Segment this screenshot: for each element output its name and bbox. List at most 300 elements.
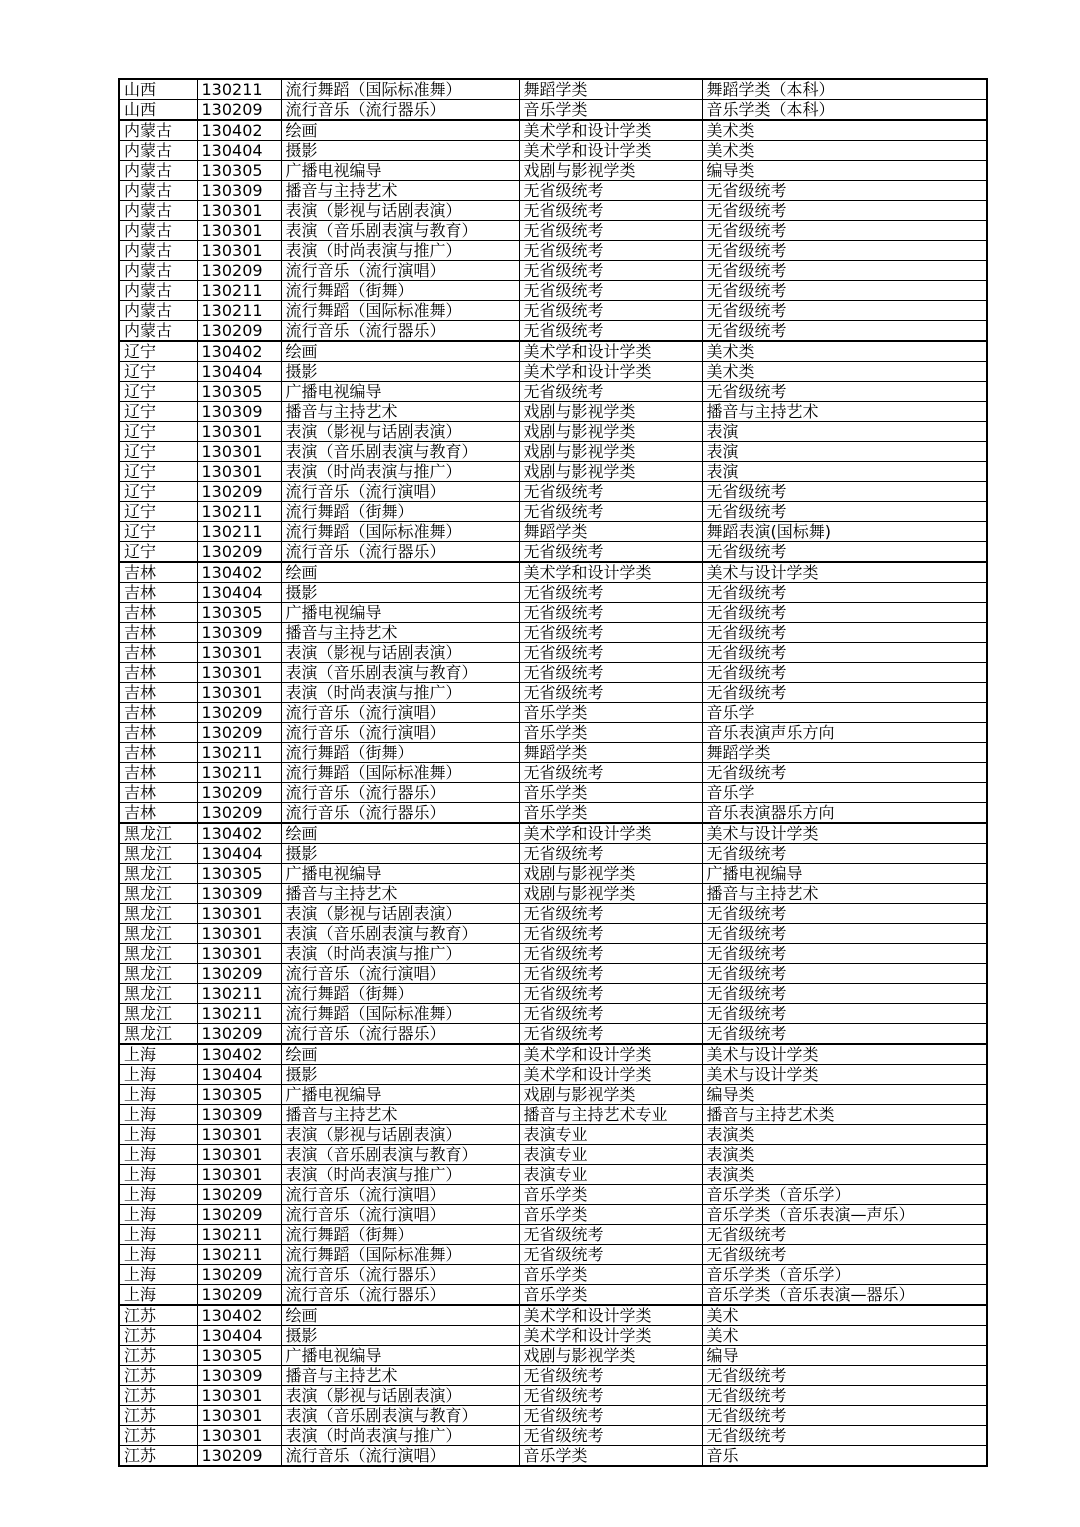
exam-category-cell: 戏剧与影视学类: [519, 1346, 702, 1366]
province-exam-cell: 无省级统考: [702, 643, 987, 663]
province-exam-cell: 无省级统考: [702, 1406, 987, 1426]
table-row: [119, 1366, 987, 1386]
exam-category-cell: 戏剧与影视学类: [519, 884, 702, 904]
table-row: [119, 161, 987, 181]
table-row: [119, 79, 987, 100]
province-cell: 吉林: [119, 723, 197, 743]
major-code-cell: 130305: [197, 864, 281, 884]
major-name-cell: 播音与主持艺术: [281, 402, 519, 422]
province-exam-cell: 编导: [702, 1346, 987, 1366]
major-code-cell: 130211: [197, 1225, 281, 1245]
exam-category-cell: 音乐学类: [519, 703, 702, 723]
major-code-cell: 130301: [197, 643, 281, 663]
table-row: [119, 924, 987, 944]
exam-category-cell: 无省级统考: [519, 924, 702, 944]
table-row: [119, 241, 987, 261]
major-name-cell: 摄影: [281, 362, 519, 382]
province-cell: 内蒙古: [119, 141, 197, 161]
province-cell: 吉林: [119, 803, 197, 824]
major-name-cell: 绘画: [281, 341, 519, 362]
major-name-cell: 播音与主持艺术: [281, 1366, 519, 1386]
major-name-cell: 流行音乐（流行演唱）: [281, 964, 519, 984]
exam-category-cell: 表演专业: [519, 1145, 702, 1165]
province-cell: 黑龙江: [119, 884, 197, 904]
province-exam-cell: 美术与设计学类: [702, 823, 987, 844]
major-name-cell: 广播电视编导: [281, 1346, 519, 1366]
table-row: [119, 583, 987, 603]
major-code-cell: 130402: [197, 120, 281, 141]
major-code-cell: 130301: [197, 1406, 281, 1426]
major-name-cell: 广播电视编导: [281, 382, 519, 402]
province-exam-cell: 无省级统考: [702, 181, 987, 201]
major-code-cell: 130402: [197, 562, 281, 583]
exam-category-cell: 无省级统考: [519, 844, 702, 864]
province-exam-cell: 舞蹈学类（本科）: [702, 79, 987, 100]
major-name-cell: 流行音乐（流行演唱）: [281, 703, 519, 723]
province-exam-cell: 无省级统考: [702, 281, 987, 301]
exam-category-cell: 美术学和设计学类: [519, 141, 702, 161]
province-exam-cell: 无省级统考: [702, 924, 987, 944]
major-name-cell: 广播电视编导: [281, 161, 519, 181]
province-cell: 吉林: [119, 683, 197, 703]
province-exam-cell: 无省级统考: [702, 1366, 987, 1386]
province-exam-cell: 无省级统考: [702, 1245, 987, 1265]
province-exam-cell: 音乐表演器乐方向: [702, 803, 987, 824]
exam-category-cell: 无省级统考: [519, 623, 702, 643]
exam-category-cell: 无省级统考: [519, 984, 702, 1004]
exam-category-cell: 无省级统考: [519, 482, 702, 502]
province-cell: 上海: [119, 1105, 197, 1125]
province-cell: 上海: [119, 1165, 197, 1185]
province-exam-cell: 无省级统考: [702, 984, 987, 1004]
major-code-cell: 130209: [197, 1205, 281, 1225]
major-code-cell: 130301: [197, 442, 281, 462]
province-cell: 江苏: [119, 1406, 197, 1426]
major-code-cell: 130309: [197, 884, 281, 904]
major-code-cell: 130209: [197, 542, 281, 563]
major-name-cell: 流行音乐（流行器乐）: [281, 100, 519, 121]
table-row: [119, 100, 987, 121]
exam-category-cell: 无省级统考: [519, 542, 702, 563]
major-code-cell: 130209: [197, 1185, 281, 1205]
table-row: [119, 1346, 987, 1366]
province-exam-cell: 无省级统考: [702, 1024, 987, 1045]
province-cell: 黑龙江: [119, 1024, 197, 1045]
exam-category-cell: 播音与主持艺术专业: [519, 1105, 702, 1125]
major-name-cell: 表演（音乐剧表演与教育）: [281, 924, 519, 944]
major-code-cell: 130301: [197, 1426, 281, 1446]
major-code-cell: 130211: [197, 984, 281, 1004]
major-code-cell: 130402: [197, 341, 281, 362]
province-exam-cell: 播音与主持艺术: [702, 402, 987, 422]
exam-category-cell: 音乐学类: [519, 1285, 702, 1306]
exam-category-cell: 无省级统考: [519, 1386, 702, 1406]
major-code-cell: 130404: [197, 141, 281, 161]
table-row: [119, 1125, 987, 1145]
province-cell: 吉林: [119, 743, 197, 763]
table-row: [119, 984, 987, 1004]
province-exam-cell: 表演类: [702, 1125, 987, 1145]
province-cell: 江苏: [119, 1366, 197, 1386]
major-name-cell: 表演（影视与话剧表演）: [281, 904, 519, 924]
major-code-cell: 130211: [197, 522, 281, 542]
major-name-cell: 流行音乐（流行演唱）: [281, 1446, 519, 1467]
table-row: [119, 1265, 987, 1285]
major-code-cell: 130209: [197, 783, 281, 803]
major-code-cell: 130309: [197, 181, 281, 201]
province-exam-cell: 美术与设计学类: [702, 1044, 987, 1065]
major-code-cell: 130404: [197, 1065, 281, 1085]
table-row: [119, 462, 987, 482]
table-row: [119, 1185, 987, 1205]
major-name-cell: 摄影: [281, 844, 519, 864]
major-name-cell: 播音与主持艺术: [281, 884, 519, 904]
table-row: [119, 1105, 987, 1125]
exam-category-cell: 音乐学类: [519, 1205, 702, 1225]
exam-category-cell: 无省级统考: [519, 181, 702, 201]
major-name-cell: 摄影: [281, 583, 519, 603]
province-exam-cell: 无省级统考: [702, 321, 987, 342]
province-cell: 辽宁: [119, 341, 197, 362]
province-cell: 黑龙江: [119, 823, 197, 844]
exam-category-cell: 无省级统考: [519, 643, 702, 663]
major-name-cell: 摄影: [281, 1326, 519, 1346]
province-cell: 辽宁: [119, 362, 197, 382]
table-row: [119, 422, 987, 442]
province-exam-cell: 美术: [702, 1305, 987, 1326]
exam-category-cell: 无省级统考: [519, 201, 702, 221]
table-row: [119, 823, 987, 844]
major-code-cell: 130211: [197, 502, 281, 522]
major-code-cell: 130209: [197, 261, 281, 281]
table-row: [119, 402, 987, 422]
major-name-cell: 表演（时尚表演与推广）: [281, 1165, 519, 1185]
province-exam-cell: 无省级统考: [702, 201, 987, 221]
major-name-cell: 表演（影视与话剧表演）: [281, 1125, 519, 1145]
major-code-cell: 130209: [197, 1024, 281, 1045]
province-exam-cell: 无省级统考: [702, 542, 987, 563]
exam-category-cell: 无省级统考: [519, 1426, 702, 1446]
table-row: [119, 321, 987, 342]
province-cell: 黑龙江: [119, 1004, 197, 1024]
major-code-cell: 130301: [197, 201, 281, 221]
table-row: [119, 382, 987, 402]
province-exam-cell: 无省级统考: [702, 301, 987, 321]
exam-category-cell: 舞蹈学类: [519, 522, 702, 542]
major-code-cell: 130211: [197, 301, 281, 321]
major-code-cell: 130301: [197, 241, 281, 261]
province-exam-cell: 舞蹈表演(国标舞): [702, 522, 987, 542]
province-cell: 内蒙古: [119, 221, 197, 241]
major-code-cell: 130301: [197, 462, 281, 482]
table-row: [119, 1245, 987, 1265]
table-row: [119, 261, 987, 281]
province-exam-cell: 无省级统考: [702, 944, 987, 964]
province-cell: 吉林: [119, 643, 197, 663]
exam-category-cell: 无省级统考: [519, 603, 702, 623]
major-name-cell: 表演（音乐剧表演与教育）: [281, 1145, 519, 1165]
major-name-cell: 表演（音乐剧表演与教育）: [281, 221, 519, 241]
major-code-cell: 130301: [197, 1145, 281, 1165]
province-exam-cell: 无省级统考: [702, 1004, 987, 1024]
major-code-cell: 130209: [197, 803, 281, 824]
major-code-cell: 130309: [197, 1105, 281, 1125]
province-exam-cell: 无省级统考: [702, 844, 987, 864]
major-name-cell: 表演（时尚表演与推广）: [281, 241, 519, 261]
major-name-cell: 流行舞蹈（街舞）: [281, 1225, 519, 1245]
province-exam-cell: 无省级统考: [702, 1426, 987, 1446]
province-cell: 辽宁: [119, 382, 197, 402]
province-cell: 江苏: [119, 1446, 197, 1467]
exam-category-cell: 无省级统考: [519, 944, 702, 964]
province-exam-cell: 编导类: [702, 161, 987, 181]
major-name-cell: 流行音乐（流行演唱）: [281, 1205, 519, 1225]
major-code-cell: 130301: [197, 683, 281, 703]
major-code-cell: 130209: [197, 1265, 281, 1285]
major-name-cell: 表演（音乐剧表演与教育）: [281, 442, 519, 462]
province-cell: 辽宁: [119, 462, 197, 482]
major-code-cell: 130211: [197, 1245, 281, 1265]
province-cell: 内蒙古: [119, 201, 197, 221]
major-name-cell: 播音与主持艺术: [281, 623, 519, 643]
province-major-table: [118, 78, 988, 1467]
exam-category-cell: 无省级统考: [519, 964, 702, 984]
major-name-cell: 绘画: [281, 562, 519, 583]
major-name-cell: 绘画: [281, 120, 519, 141]
exam-category-cell: 美术学和设计学类: [519, 1065, 702, 1085]
table-row: [119, 1305, 987, 1326]
province-cell: 吉林: [119, 603, 197, 623]
province-exam-cell: 美术类: [702, 341, 987, 362]
table-row: [119, 141, 987, 161]
exam-category-cell: 表演专业: [519, 1125, 702, 1145]
exam-category-cell: 无省级统考: [519, 221, 702, 241]
province-cell: 内蒙古: [119, 321, 197, 342]
major-name-cell: 流行音乐（流行器乐）: [281, 1285, 519, 1306]
exam-category-cell: 舞蹈学类: [519, 743, 702, 763]
province-cell: 吉林: [119, 663, 197, 683]
province-cell: 吉林: [119, 623, 197, 643]
exam-category-cell: 美术学和设计学类: [519, 341, 702, 362]
province-cell: 黑龙江: [119, 944, 197, 964]
exam-category-cell: 无省级统考: [519, 321, 702, 342]
province-exam-cell: 无省级统考: [702, 261, 987, 281]
province-exam-cell: 美术类: [702, 362, 987, 382]
major-name-cell: 流行舞蹈（国际标准舞）: [281, 1004, 519, 1024]
province-cell: 吉林: [119, 703, 197, 723]
major-name-cell: 流行音乐（流行器乐）: [281, 1265, 519, 1285]
major-name-cell: 摄影: [281, 141, 519, 161]
major-name-cell: 绘画: [281, 1044, 519, 1065]
table-row: [119, 743, 987, 763]
major-code-cell: 130209: [197, 482, 281, 502]
exam-category-cell: 无省级统考: [519, 904, 702, 924]
major-name-cell: 表演（影视与话剧表演）: [281, 201, 519, 221]
major-code-cell: 130209: [197, 1285, 281, 1306]
table-row: [119, 1386, 987, 1406]
province-cell: 江苏: [119, 1326, 197, 1346]
exam-category-cell: 音乐学类: [519, 1185, 702, 1205]
exam-category-cell: 戏剧与影视学类: [519, 462, 702, 482]
province-cell: 上海: [119, 1245, 197, 1265]
major-code-cell: 130209: [197, 703, 281, 723]
major-name-cell: 播音与主持艺术: [281, 1105, 519, 1125]
province-exam-cell: 无省级统考: [702, 763, 987, 783]
major-code-cell: 130309: [197, 623, 281, 643]
province-cell: 吉林: [119, 562, 197, 583]
exam-category-cell: 无省级统考: [519, 1225, 702, 1245]
exam-category-cell: 无省级统考: [519, 1245, 702, 1265]
province-cell: 上海: [119, 1044, 197, 1065]
province-cell: 上海: [119, 1225, 197, 1245]
province-exam-cell: 无省级统考: [702, 663, 987, 683]
exam-category-cell: 音乐学类: [519, 723, 702, 743]
major-name-cell: 流行音乐（流行器乐）: [281, 1024, 519, 1045]
major-name-cell: 流行音乐（流行器乐）: [281, 542, 519, 563]
major-name-cell: 流行舞蹈（街舞）: [281, 743, 519, 763]
table-row: [119, 723, 987, 743]
major-code-cell: 130305: [197, 1085, 281, 1105]
province-exam-cell: 音乐学: [702, 783, 987, 803]
table-row: [119, 1326, 987, 1346]
exam-category-cell: 无省级统考: [519, 1004, 702, 1024]
major-code-cell: 130402: [197, 1044, 281, 1065]
major-name-cell: 表演（音乐剧表演与教育）: [281, 1406, 519, 1426]
table-row: [119, 1065, 987, 1085]
province-exam-cell: 音乐表演声乐方向: [702, 723, 987, 743]
province-cell: 内蒙古: [119, 161, 197, 181]
province-cell: 上海: [119, 1265, 197, 1285]
table-row: [119, 221, 987, 241]
major-name-cell: 广播电视编导: [281, 1085, 519, 1105]
province-exam-cell: 音乐学类（音乐学）: [702, 1185, 987, 1205]
major-code-cell: 130402: [197, 1305, 281, 1326]
major-name-cell: 流行舞蹈（国际标准舞）: [281, 522, 519, 542]
province-exam-cell: 美术类: [702, 120, 987, 141]
major-name-cell: 流行舞蹈（国际标准舞）: [281, 1245, 519, 1265]
province-exam-cell: 表演类: [702, 1145, 987, 1165]
province-exam-cell: 播音与主持艺术: [702, 884, 987, 904]
major-code-cell: 130209: [197, 723, 281, 743]
table-row: [119, 542, 987, 563]
province-cell: 上海: [119, 1145, 197, 1165]
major-name-cell: 表演（影视与话剧表演）: [281, 422, 519, 442]
table-row: [119, 341, 987, 362]
province-cell: 内蒙古: [119, 281, 197, 301]
major-name-cell: 表演（时尚表演与推广）: [281, 683, 519, 703]
province-exam-cell: 美术与设计学类: [702, 562, 987, 583]
exam-category-cell: 美术学和设计学类: [519, 823, 702, 844]
province-exam-cell: 音乐学类（音乐表演—声乐）: [702, 1205, 987, 1225]
major-name-cell: 流行舞蹈（国际标准舞）: [281, 79, 519, 100]
table-row: [119, 904, 987, 924]
table-row: [119, 763, 987, 783]
exam-category-cell: 无省级统考: [519, 583, 702, 603]
province-exam-cell: 美术与设计学类: [702, 1065, 987, 1085]
province-exam-cell: 无省级统考: [702, 1225, 987, 1245]
table-row: [119, 1024, 987, 1045]
table-row: [119, 1044, 987, 1065]
table-row: [119, 1285, 987, 1306]
province-exam-cell: 无省级统考: [702, 603, 987, 623]
table-row: [119, 1225, 987, 1245]
exam-category-cell: 音乐学类: [519, 783, 702, 803]
major-code-cell: 130209: [197, 1446, 281, 1467]
major-code-cell: 130305: [197, 1346, 281, 1366]
table-row: [119, 1426, 987, 1446]
province-exam-cell: 美术类: [702, 141, 987, 161]
major-name-cell: 广播电视编导: [281, 603, 519, 623]
major-code-cell: 130309: [197, 402, 281, 422]
province-cell: 辽宁: [119, 542, 197, 563]
exam-category-cell: 无省级统考: [519, 502, 702, 522]
province-exam-cell: 无省级统考: [702, 683, 987, 703]
major-name-cell: 表演（时尚表演与推广）: [281, 462, 519, 482]
province-cell: 上海: [119, 1085, 197, 1105]
province-exam-cell: 无省级统考: [702, 502, 987, 522]
table-row: [119, 643, 987, 663]
major-name-cell: 播音与主持艺术: [281, 181, 519, 201]
province-cell: 黑龙江: [119, 904, 197, 924]
exam-category-cell: 戏剧与影视学类: [519, 422, 702, 442]
major-code-cell: 130404: [197, 1326, 281, 1346]
province-cell: 上海: [119, 1185, 197, 1205]
major-code-cell: 130301: [197, 221, 281, 241]
exam-category-cell: 美术学和设计学类: [519, 1326, 702, 1346]
major-name-cell: 流行音乐（流行器乐）: [281, 321, 519, 342]
major-code-cell: 130309: [197, 1366, 281, 1386]
exam-category-cell: 无省级统考: [519, 241, 702, 261]
province-cell: 辽宁: [119, 522, 197, 542]
major-name-cell: 流行音乐（流行演唱）: [281, 723, 519, 743]
province-cell: 内蒙古: [119, 181, 197, 201]
major-name-cell: 流行音乐（流行器乐）: [281, 803, 519, 824]
province-exam-cell: 无省级统考: [702, 221, 987, 241]
province-cell: 山西: [119, 100, 197, 121]
major-name-cell: 流行音乐（流行演唱）: [281, 1185, 519, 1205]
exam-category-cell: 表演专业: [519, 1165, 702, 1185]
province-exam-cell: 广播电视编导: [702, 864, 987, 884]
table-row: [119, 181, 987, 201]
major-code-cell: 130404: [197, 362, 281, 382]
province-cell: 辽宁: [119, 482, 197, 502]
exam-category-cell: 戏剧与影视学类: [519, 1085, 702, 1105]
province-cell: 辽宁: [119, 422, 197, 442]
province-exam-cell: 无省级统考: [702, 382, 987, 402]
table-row: [119, 281, 987, 301]
province-cell: 黑龙江: [119, 864, 197, 884]
major-code-cell: 130211: [197, 79, 281, 100]
major-name-cell: 流行舞蹈（国际标准舞）: [281, 763, 519, 783]
province-exam-cell: 表演: [702, 442, 987, 462]
major-code-cell: 130209: [197, 964, 281, 984]
exam-category-cell: 无省级统考: [519, 301, 702, 321]
province-cell: 上海: [119, 1285, 197, 1306]
exam-category-cell: 美术学和设计学类: [519, 1305, 702, 1326]
major-name-cell: 流行舞蹈（街舞）: [281, 502, 519, 522]
province-cell: 辽宁: [119, 442, 197, 462]
major-code-cell: 130301: [197, 1386, 281, 1406]
major-name-cell: 表演（影视与话剧表演）: [281, 643, 519, 663]
province-cell: 江苏: [119, 1305, 197, 1326]
exam-category-cell: 无省级统考: [519, 1406, 702, 1426]
major-name-cell: 流行舞蹈（街舞）: [281, 281, 519, 301]
table-row: [119, 1446, 987, 1467]
table-row: [119, 482, 987, 502]
province-exam-cell: 无省级统考: [702, 904, 987, 924]
major-name-cell: 流行舞蹈（街舞）: [281, 984, 519, 1004]
province-exam-cell: 表演: [702, 422, 987, 442]
